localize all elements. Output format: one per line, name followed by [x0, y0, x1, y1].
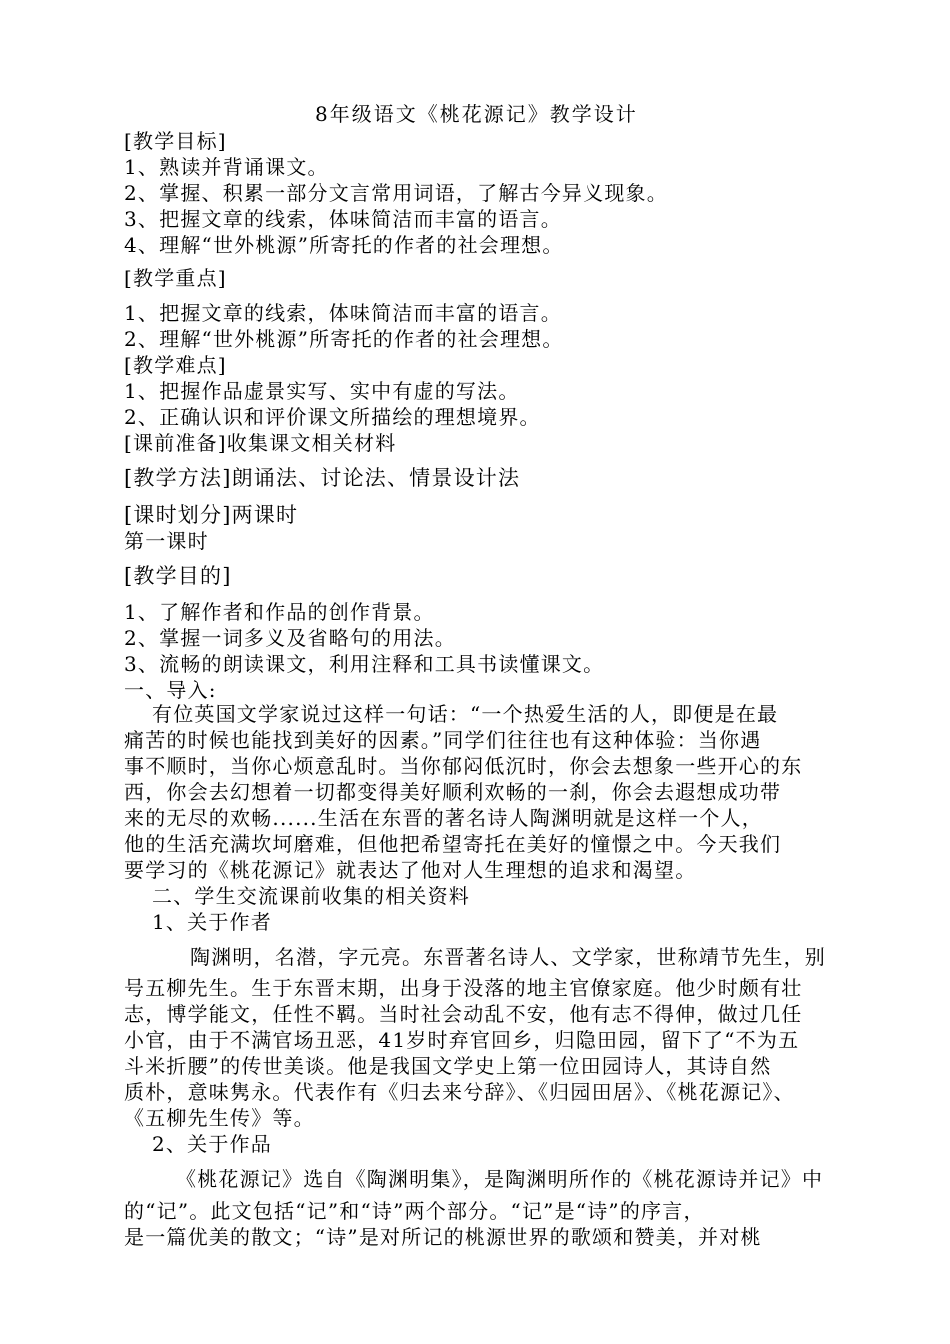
- intro-paragraph-line: 痛苦的时候也能找到美好的因素。”同学们往往也有这种体验：当你遇: [124, 728, 762, 752]
- work-paragraph-line: 的“记”。此文包括“记”和“诗”两个部分。“记”是“诗”的序言，: [124, 1199, 705, 1223]
- objectives-heading: [教学目标]: [124, 129, 227, 153]
- intro-paragraph-line: 他的生活充满坎坷磨难，但他把希望寄托在美好的憧憬之中。今天我们: [124, 832, 782, 856]
- lesson-goals-heading: [教学目的]: [124, 564, 232, 588]
- objective-item: 4、理解“世外桃源”所寄托的作者的社会理想。: [124, 233, 564, 257]
- work-paragraph-line: 是一篇优美的散文；“诗”是对所记的桃源世界的歌颂和赞美，并对桃: [124, 1225, 762, 1249]
- exchange-heading: 二、学生交流课前收集的相关资料: [152, 884, 470, 908]
- key-point-item: 2、理解“世外桃源”所寄托的作者的社会理想。: [124, 327, 564, 351]
- lesson-goal-item: 3、流畅的朗读课文，利用注释和工具书读懂课文。: [124, 652, 605, 676]
- work-paragraph-line: 《桃花源记》选自《陶渊明集》，是陶渊明所作的《桃花源诗并记》中: [176, 1167, 824, 1191]
- key-points-heading: [教学重点]: [124, 266, 227, 290]
- author-paragraph-line: 质朴，意味隽永。代表作有《归去来兮辞》、《归园田居》、《桃花源记》、: [124, 1080, 795, 1104]
- difficulty-item: 1、把握作品虚景实写、实中有虚的写法。: [124, 379, 520, 403]
- author-paragraph-line: 小官，由于不满官场丑恶，41岁时弃官回乡，归隐田园，留下了“不为五: [124, 1028, 800, 1052]
- methods-line: [教学方法]朗诵法、讨论法、情景设计法: [124, 466, 521, 490]
- intro-paragraph-line: 来的无尽的欢畅......生活在东晋的著名诗人陶渊明就是这样一个人，: [124, 806, 763, 830]
- author-paragraph-line: 斗米折腰”的传世美谈。他是我国文学史上第一位田园诗人，其诗自然: [124, 1054, 772, 1078]
- author-paragraph-line: 志，博学能文，任性不羁。当时社会动乱不安，他有志不得伸，做过几任: [124, 1002, 803, 1026]
- objective-item: 3、把握文章的线索，体味简洁而丰富的语言。: [124, 207, 562, 231]
- difficulty-item: 2、正确认识和评价课文所描绘的理想境界。: [124, 405, 541, 429]
- schedule-line: [课时划分]两课时: [124, 503, 299, 527]
- preparation-line: [课前准备]收集课文相关材料: [124, 431, 397, 455]
- intro-paragraph-line: 要学习的《桃花源记》就表达了他对人生理想的追求和渴望。: [124, 858, 697, 882]
- author-paragraph-line: 《五柳先生传》等。: [124, 1106, 315, 1130]
- lesson-one-heading: 第一课时: [124, 529, 209, 553]
- key-point-item: 1、把握文章的线索，体味简洁而丰富的语言。: [124, 301, 562, 325]
- author-heading: 1、关于作者: [152, 910, 272, 934]
- intro-paragraph-line: 西，你会去幻想着一切都变得美好顺利欢畅的一刹，你会去遐想成功带: [124, 780, 782, 804]
- intro-paragraph-line: 有位英国文学家说过这样一句话：“一个热爱生活的人，即便是在最: [152, 702, 779, 726]
- author-paragraph-line: 陶渊明，名潜，字元亮。东晋著名诗人、文学家，世称靖节先生，别: [190, 945, 826, 969]
- lesson-goal-item: 1、了解作者和作品的创作背景。: [124, 600, 435, 624]
- difficulties-heading: [教学难点]: [124, 353, 227, 377]
- document-title: 8年级语文《桃花源记》教学设计: [315, 102, 638, 126]
- intro-paragraph-line: 事不顺时，当你心烦意乱时。当你郁闷低沉时，你会去想象一些开心的东: [124, 754, 803, 778]
- intro-heading: 一、导入:: [124, 678, 217, 702]
- work-heading: 2、关于作品: [152, 1132, 272, 1156]
- lesson-goal-item: 2、掌握一词多义及省略句的用法。: [124, 626, 456, 650]
- objective-item: 1、熟读并背诵课文。: [124, 155, 329, 179]
- objective-item: 2、掌握、积累一部分文言常用词语，了解古今异义现象。: [124, 181, 668, 205]
- author-paragraph-line: 号五柳先生。生于东晋末期，出身于没落的地主官僚家庭。他少时颇有壮: [124, 976, 803, 1000]
